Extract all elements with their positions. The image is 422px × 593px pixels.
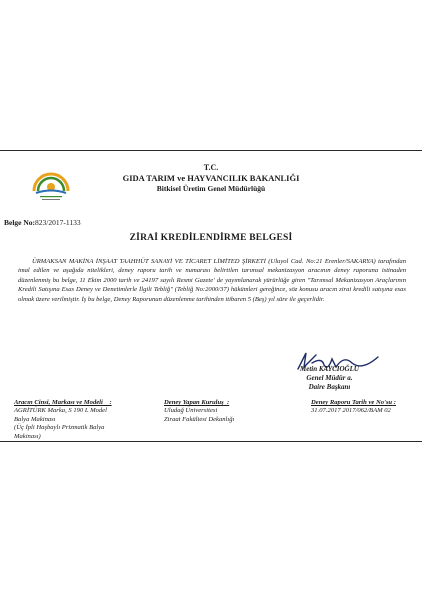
report-column xyxy=(311,399,421,416)
belge-number xyxy=(4,218,81,227)
signatory-role: Genel Müdür a. xyxy=(306,374,353,382)
institution-column xyxy=(164,399,294,424)
document-header xyxy=(0,163,422,194)
vehicle-separator: : xyxy=(109,399,112,406)
certificate-document xyxy=(0,150,422,442)
belge-number-value: 823/2017-1133 xyxy=(35,218,81,227)
signatory-unit: Daire Başkanı xyxy=(308,383,351,391)
document-title: ZİRAİ KREDİLENDİRME BELGESİ xyxy=(129,233,293,243)
ministry-name: GIDA TARIM ve HAYVANCILIK BAKANLIĞI xyxy=(122,173,300,183)
vehicle-column xyxy=(14,399,154,441)
certificate-body: ÜRMAKSAN MAKİNA İNŞAAT TAAHHÜT SANAYİ VE TİCARET LİMİTED ŞİRKETİ (Uluyol Cad. No:21 Erenler/SAKARYA) tarafından imal edilen ve aşağıda nitelikleri, deney raporu tarih ve numarası belirtilen tarımsal mekanizasyon aracının deney raporuna istinaden düzenlenmiş bu belge, 11 Ekim 2000 tarih ve 24197 sayılı Resmi Gazete' de yayımlanarak yürürlüğe giren "Tarımsal Mekanizasyon Araçlarının Kredili Satışına Esas Deney ve Denetimlerle İlgili Tebliğ" (Tebliğ No:2000/37) hükümleri gereğince, söz konusu aracın zirai kredili satışına esas olmak üzere verilmiştir. İş bu belge, Deney Raporunun düzenlenme tarihinden itibaren 5 (Beş) yıl süre ile geçerlidir. xyxy=(18,258,406,303)
report-separator: : xyxy=(393,399,396,406)
vehicle-heading: Aracın Cinsi, Markası ve Modeli xyxy=(14,399,103,406)
vehicle-line: (Üç İpli Haşbaylı Prizmatik Balya xyxy=(14,424,105,432)
vehicle-line: Makinası) xyxy=(14,432,41,440)
report-heading: Deney Raporu Tarih ve No'su xyxy=(311,399,393,406)
institution-separator: : xyxy=(227,399,230,406)
institution-line: Ziraat Fakültesi Dekanlığı xyxy=(164,415,235,423)
institution-heading: Deney Yapan Kuruluş xyxy=(164,399,224,406)
signatory-name: Metin KAYCIOĞLU xyxy=(300,365,359,373)
vehicle-line: AGRİTÜRK Marka, S 190 L Model xyxy=(14,407,107,415)
belge-number-label: Belge No: xyxy=(4,218,36,227)
institution-line: Uludağ Üniversitesi xyxy=(164,407,218,415)
signatory-block xyxy=(300,365,359,392)
report-line: 31.07.2017 2017/062/BAM 02 xyxy=(311,407,391,415)
department-name: Bitkisel Üretim Genel Müdürlüğü xyxy=(156,184,266,193)
tc-label: T.C. xyxy=(203,163,219,172)
vehicle-line: Balya Makinası xyxy=(14,415,56,423)
